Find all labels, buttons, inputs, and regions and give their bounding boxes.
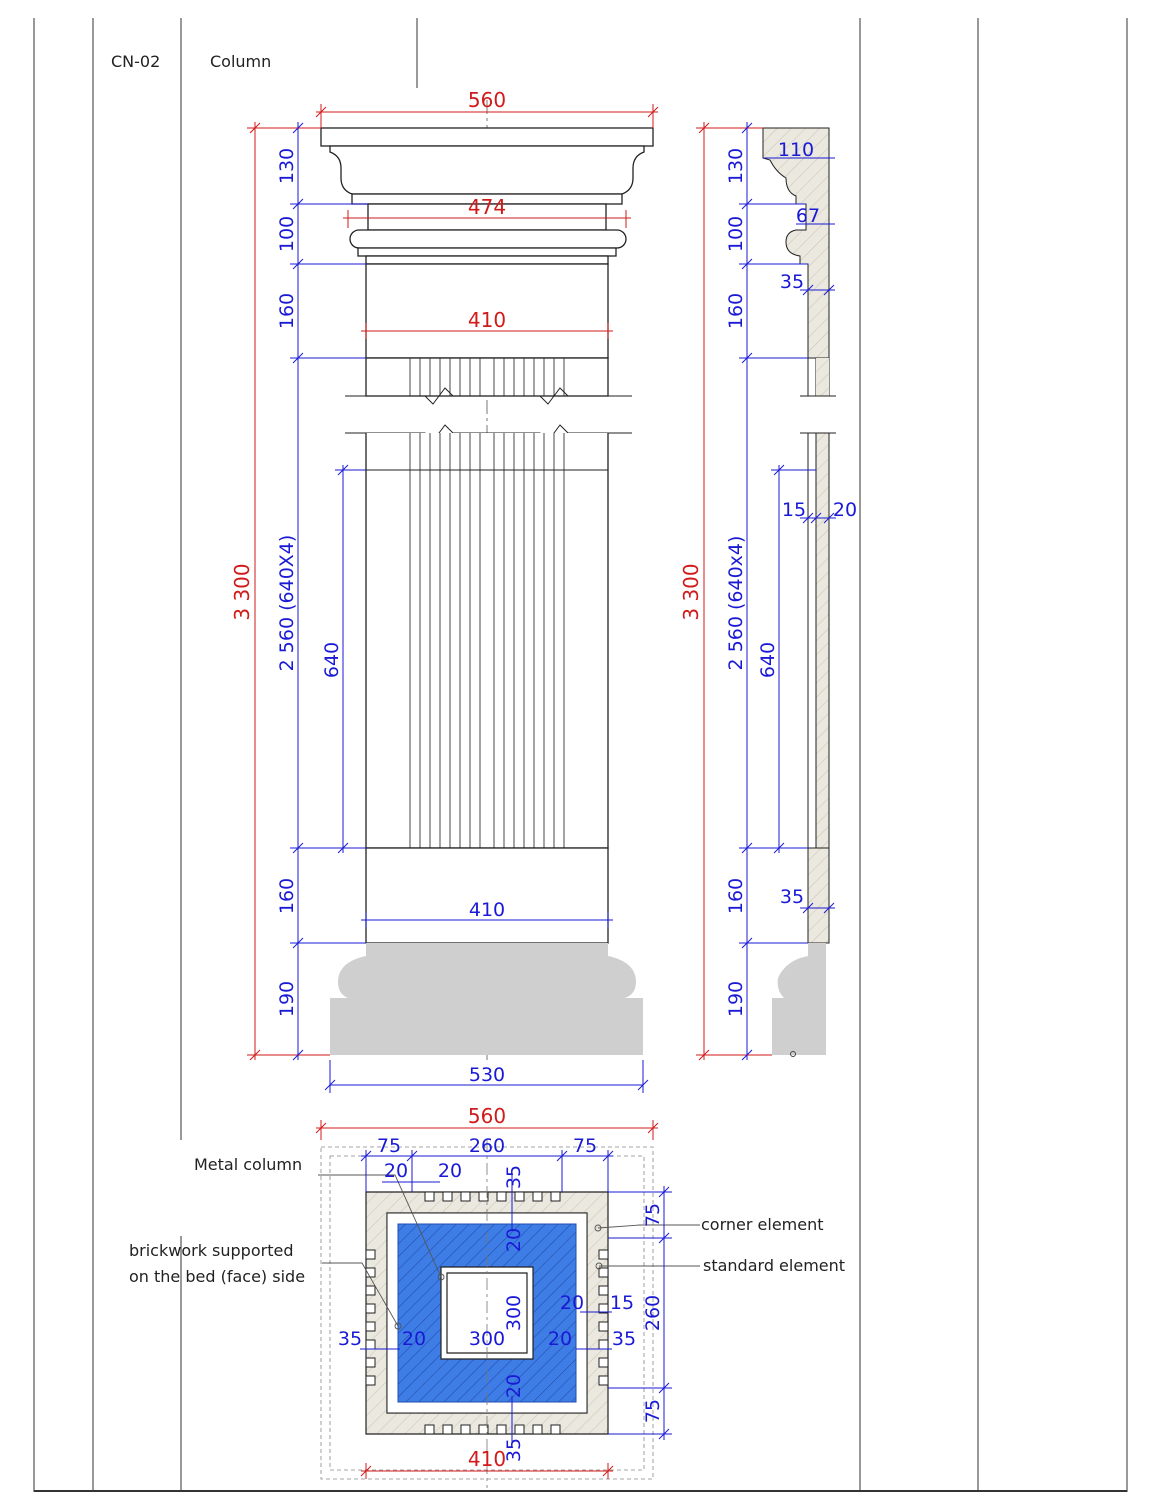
plan-dim-gap-b: 20 <box>437 1160 463 1182</box>
dim-width-lower-band: 410 <box>468 899 506 921</box>
sec-dim-total-height: 3 300 <box>679 563 703 621</box>
column-section <box>679 122 857 1060</box>
plan-dim-bottom-gap: 20 <box>503 1373 525 1399</box>
lower-band <box>366 848 608 943</box>
dim-h-lower-band: 160 <box>276 877 298 915</box>
label-metal-column: Metal column <box>194 1155 303 1174</box>
plan-dim-w-right: 75 <box>572 1135 598 1157</box>
plan-dim-side-left-20: 20 <box>401 1328 427 1350</box>
cornice <box>321 128 653 204</box>
section-profile-top <box>763 128 829 358</box>
plan-dim-d-top: 35 <box>503 1164 525 1190</box>
section-shaft <box>816 433 829 848</box>
plan-dim-right-75-bottom: 75 <box>642 1398 664 1424</box>
plan-dim-core-h: 300 <box>503 1294 525 1332</box>
sec-dim-d-flute: 15 <box>781 499 807 521</box>
plan-dim-right-75-top: 75 <box>642 1202 664 1228</box>
dim-width-top: 560 <box>467 88 507 112</box>
label-brickwork-line1: brickwork supported <box>129 1241 294 1260</box>
dim-h-capital: 100 <box>276 215 298 253</box>
plan-dim-d-top-gap: 20 <box>503 1227 525 1253</box>
section-dim-labels <box>679 139 857 1017</box>
column-plan <box>129 1104 845 1488</box>
plan-dim-side-left-35: 35 <box>337 1328 363 1350</box>
section-lower-band <box>808 848 829 943</box>
sec-dim-h-capital: 100 <box>725 215 747 253</box>
sec-dim-h-cornice: 130 <box>725 147 747 185</box>
sec-dim-h-lower-band: 160 <box>725 877 747 915</box>
plan-dim-w-left: 75 <box>376 1135 402 1157</box>
dim-width-capital: 474 <box>467 195 507 219</box>
column-elevation <box>230 88 658 1093</box>
sec-dim-d-shaft: 20 <box>832 499 858 521</box>
plan-dim-core-w: 300 <box>468 1328 506 1350</box>
plan-dim-bottom-35: 35 <box>503 1437 525 1463</box>
plan-dim-right-260: 260 <box>642 1294 664 1332</box>
sec-dim-h-upper-band: 160 <box>725 292 747 330</box>
sec-dim-d-capital: 67 <box>795 205 821 227</box>
plan-dim-side-right-35: 35 <box>611 1328 637 1350</box>
plan-dim-side-right-15: 15 <box>609 1292 635 1314</box>
sec-dim-h-base: 190 <box>725 980 747 1018</box>
plan-dim-width-bottom: 410 <box>467 1447 507 1471</box>
sec-dim-d-band-bottom: 35 <box>779 886 805 908</box>
dim-h-cornice: 130 <box>276 147 298 185</box>
label-brickwork-line2: on the bed (face) side <box>129 1267 306 1286</box>
drawing-title: Column <box>210 52 272 71</box>
dim-width-base: 530 <box>468 1064 506 1086</box>
plan-dim-gap-a: 20 <box>383 1160 409 1182</box>
sec-dim-d-band-top: 35 <box>779 271 805 293</box>
drawing-code: CN-02 <box>111 52 161 71</box>
plan-dim-side-right-20-a: 20 <box>559 1292 585 1314</box>
sec-dim-h-segment: 640 <box>757 641 779 679</box>
dim-h-base: 190 <box>276 980 298 1018</box>
plan-dim-side-right-20-b: 20 <box>547 1328 573 1350</box>
shaft <box>366 433 608 848</box>
sec-dim-d-cornice: 110 <box>777 139 815 161</box>
sec-dim-h-shaft: 2 560 (640x4) <box>725 535 747 671</box>
plan-dim-w-mid: 260 <box>468 1135 506 1157</box>
plan-dim-width-overall: 560 <box>467 1104 507 1128</box>
label-standard-element: standard element <box>703 1256 846 1275</box>
dim-h-upper-band: 160 <box>276 292 298 330</box>
dim-h-shaft: 2 560 (640X4) <box>276 534 298 672</box>
dim-total-height: 3 300 <box>230 563 254 621</box>
label-corner-element: corner element <box>701 1215 824 1234</box>
section-base <box>772 943 826 1055</box>
column-base <box>330 943 643 1055</box>
dim-h-segment: 640 <box>321 641 343 679</box>
dim-width-upper-band: 410 <box>467 308 507 332</box>
